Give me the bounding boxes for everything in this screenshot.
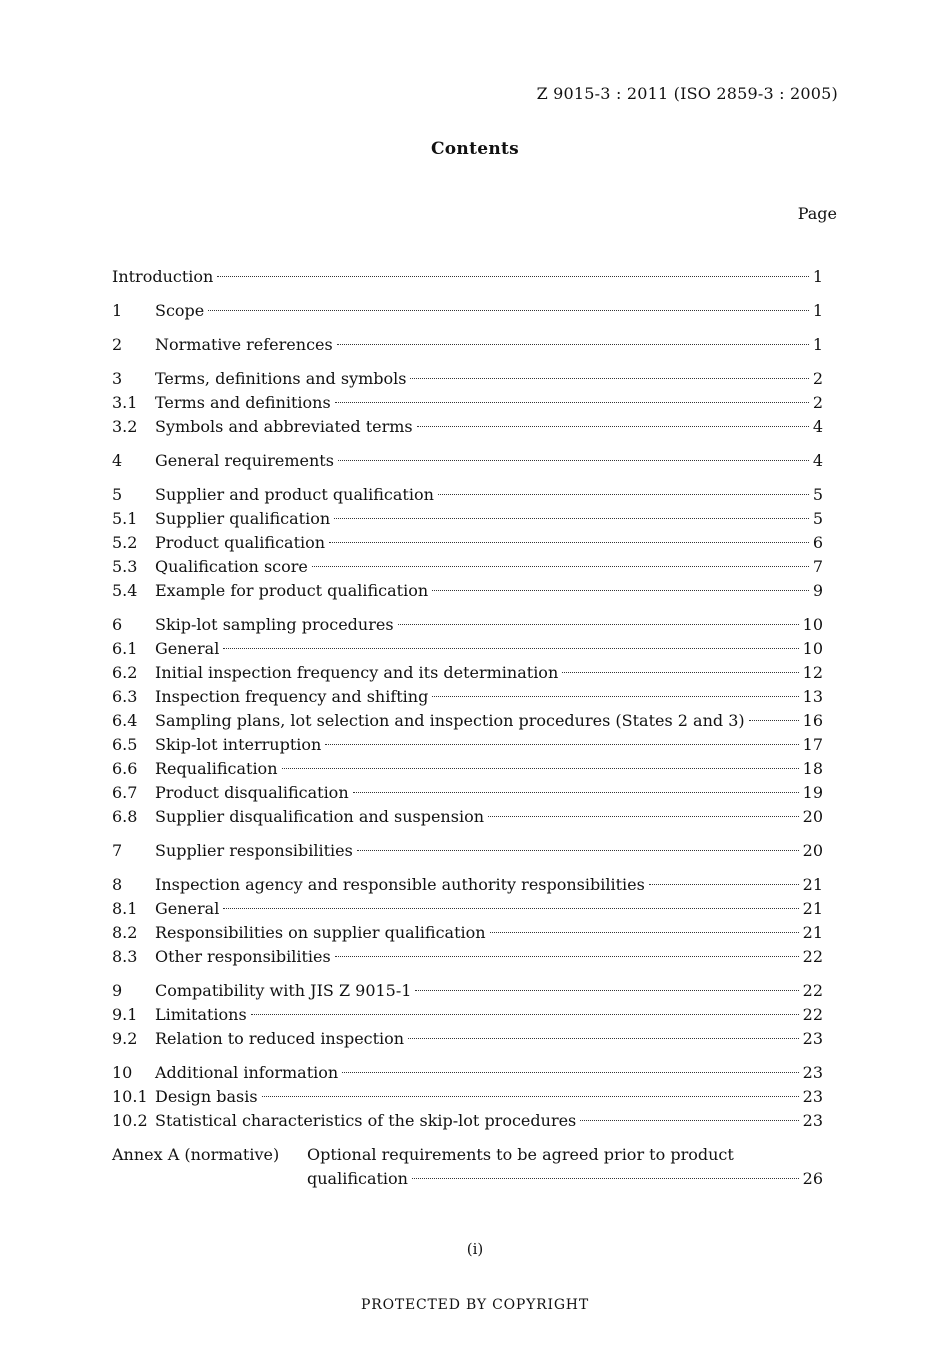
toc-entry-title: Terms and definitions xyxy=(155,393,331,412)
toc-entry-number: 6.6 xyxy=(112,759,138,778)
dot-leader xyxy=(334,518,809,519)
toc-entry[interactable] xyxy=(112,415,823,439)
dot-leader xyxy=(412,1178,799,1179)
toc-entry[interactable] xyxy=(112,709,823,733)
page-number: (i) xyxy=(466,1240,484,1258)
toc-group xyxy=(112,1061,823,1133)
dot-leader xyxy=(325,744,798,745)
dot-leader xyxy=(342,1072,798,1073)
toc-entry-page: 7 xyxy=(812,557,823,576)
toc-entry-title: Supplier and product qualification xyxy=(155,485,434,504)
toc-entry-title: Example for product qualification xyxy=(155,581,429,600)
dot-leader xyxy=(223,648,798,649)
annex-body xyxy=(307,1143,823,1191)
toc-entry[interactable] xyxy=(112,921,823,945)
toc-entry-title: Skip-lot interruption xyxy=(155,735,322,754)
toc-entry-number: 9 xyxy=(112,981,123,1000)
toc-entry[interactable] xyxy=(112,531,823,555)
dot-leader xyxy=(335,956,799,957)
toc-entry-number: 8.1 xyxy=(112,899,138,918)
dot-leader xyxy=(488,816,799,817)
annex-title-line2-row xyxy=(307,1167,823,1191)
toc-group xyxy=(112,979,823,1051)
toc-annex-entry[interactable] xyxy=(112,1143,823,1191)
toc-entry-title: General requirements xyxy=(155,451,334,470)
page-title: Contents xyxy=(430,139,520,159)
toc-entry-number: 6.2 xyxy=(112,663,138,682)
toc-entry[interactable] xyxy=(112,1003,823,1027)
toc-entry-title: Product disqualification xyxy=(155,783,349,802)
toc-entry[interactable] xyxy=(112,637,823,661)
toc-entry-number: 5.2 xyxy=(112,533,138,552)
toc-entry-number: 6.3 xyxy=(112,687,138,706)
toc-entry-page: 4 xyxy=(812,417,823,436)
toc-entry[interactable] xyxy=(112,661,823,685)
toc-entry[interactable] xyxy=(112,507,823,531)
dot-leader xyxy=(432,590,809,591)
toc-entry-number: 5.4 xyxy=(112,581,138,600)
annex-label: Annex A (normative) xyxy=(112,1145,280,1164)
toc-entry-number: 1 xyxy=(112,301,123,320)
toc-entry-page: 5 xyxy=(812,485,823,504)
toc-entry-number: 5.3 xyxy=(112,557,138,576)
toc-entry-number: 10.1 xyxy=(112,1087,148,1106)
toc-entry-page: 23 xyxy=(802,1029,823,1048)
toc-entry[interactable] xyxy=(112,733,823,757)
toc-entry-number: 3 xyxy=(112,369,123,388)
toc-entry-number: 6.4 xyxy=(112,711,138,730)
toc-entry[interactable] xyxy=(112,367,823,391)
toc-entry[interactable] xyxy=(112,555,823,579)
toc-entry-page: 23 xyxy=(802,1111,823,1130)
toc-entry-number: 3.2 xyxy=(112,417,138,436)
toc-entry-number: 8.3 xyxy=(112,947,138,966)
toc-entry-page: 19 xyxy=(802,783,823,802)
toc-entry-title: Skip-lot sampling procedures xyxy=(155,615,394,634)
toc-entry-number: 8.2 xyxy=(112,923,138,942)
toc-entry[interactable] xyxy=(112,685,823,709)
toc-entry[interactable] xyxy=(112,391,823,415)
toc-entry[interactable] xyxy=(112,265,823,289)
toc-entry[interactable] xyxy=(112,979,823,1003)
toc-entry-page: 18 xyxy=(802,759,823,778)
dot-leader xyxy=(282,768,799,769)
toc-entry-title: Qualification score xyxy=(155,557,308,576)
annex-title-line2: qualification xyxy=(307,1169,408,1188)
dot-leader xyxy=(649,884,799,885)
toc-entry-page: 6 xyxy=(812,533,823,552)
toc-entry-number: 4 xyxy=(112,451,123,470)
toc-entry-page: 1 xyxy=(812,301,823,320)
toc-entry-title: Supplier qualification xyxy=(155,509,331,528)
toc-group xyxy=(112,873,823,969)
dot-leader xyxy=(353,792,799,793)
toc-entry-page: 21 xyxy=(802,899,823,918)
toc-entry-number: 6.8 xyxy=(112,807,138,826)
toc-group xyxy=(112,265,823,289)
toc-entry-title: Terms, definitions and symbols xyxy=(155,369,407,388)
dot-leader xyxy=(408,1038,799,1039)
toc-entry-number: 8 xyxy=(112,875,123,894)
toc-entry[interactable] xyxy=(112,483,823,507)
toc-group xyxy=(112,449,823,473)
toc-entry-number: 9.1 xyxy=(112,1005,138,1024)
page-column-label: Page xyxy=(797,204,837,223)
toc-entry-title: Inspection frequency and shifting xyxy=(155,687,429,706)
dot-leader xyxy=(329,542,809,543)
toc-entry-title: Introduction xyxy=(112,267,214,286)
toc-entry-page: 12 xyxy=(802,663,823,682)
dot-leader xyxy=(251,1014,799,1015)
toc-group xyxy=(112,483,823,603)
toc-entry-title: General xyxy=(155,899,220,918)
annex-page: 26 xyxy=(802,1169,823,1188)
dot-leader xyxy=(262,1096,799,1097)
dot-leader xyxy=(562,672,798,673)
toc-entry-page: 1 xyxy=(812,335,823,354)
toc-entry-page: 2 xyxy=(812,369,823,388)
toc-entry-page: 20 xyxy=(802,807,823,826)
toc-entry-title: Additional information xyxy=(155,1063,339,1082)
copyright-notice: PROTECTED BY COPYRIGHT xyxy=(361,1297,589,1313)
toc-entry[interactable] xyxy=(112,1061,823,1085)
toc-entry-title: Inspection agency and responsible authority responsibilities xyxy=(155,875,645,894)
toc-entry-title: Limitations xyxy=(155,1005,247,1024)
toc-entry-title: Symbols and abbreviated terms xyxy=(155,417,413,436)
toc-entry-number: 2 xyxy=(112,335,123,354)
toc-entry[interactable] xyxy=(112,1027,823,1051)
toc-entry-title: Responsibilities on supplier qualification xyxy=(155,923,486,942)
toc-entry-title: Supplier responsibilities xyxy=(155,841,353,860)
toc-entry-page: 22 xyxy=(802,1005,823,1024)
dot-leader xyxy=(749,720,799,721)
toc-entry-page: 1 xyxy=(812,267,823,286)
toc-entry-title: Compatibility with JIS Z 9015-1 xyxy=(155,981,412,1000)
dot-leader xyxy=(208,310,809,311)
table-of-contents xyxy=(112,265,823,1191)
toc-entry[interactable] xyxy=(112,945,823,969)
toc-entry-title: Supplier disqualification and suspension xyxy=(155,807,484,826)
dot-leader xyxy=(417,426,809,427)
toc-entry-number: 3.1 xyxy=(112,393,138,412)
dot-leader xyxy=(223,908,798,909)
toc-entry[interactable] xyxy=(112,449,823,473)
toc-entry[interactable] xyxy=(112,781,823,805)
toc-entry-page: 22 xyxy=(802,947,823,966)
toc-entry-page: 20 xyxy=(802,841,823,860)
toc-entry-number: 6.7 xyxy=(112,783,138,802)
dot-leader xyxy=(580,1120,798,1121)
document-header: Z 9015-3 : 2011 (ISO 2859-3 : 2005) xyxy=(536,84,838,103)
toc-entry-number: 6.5 xyxy=(112,735,138,754)
toc-entry[interactable] xyxy=(112,1109,823,1133)
dot-leader xyxy=(410,378,808,379)
toc-entry-page: 21 xyxy=(802,875,823,894)
toc-entry[interactable] xyxy=(112,299,823,323)
dot-leader xyxy=(438,494,809,495)
toc-entry-number: 5.1 xyxy=(112,509,138,528)
toc-entry[interactable] xyxy=(112,333,823,357)
toc-entry-title: Sampling plans, lot selection and inspection procedures (States 2 and 3) xyxy=(155,711,745,730)
toc-entry-page: 17 xyxy=(802,735,823,754)
toc-entry-title: Scope xyxy=(155,301,205,320)
toc-entry[interactable] xyxy=(112,1085,823,1109)
toc-entry[interactable] xyxy=(112,897,823,921)
dot-leader xyxy=(217,276,808,277)
toc-entry-number: 10 xyxy=(112,1063,133,1082)
dot-leader xyxy=(335,402,809,403)
toc-entry-page: 22 xyxy=(802,981,823,1000)
toc-entry-page: 5 xyxy=(812,509,823,528)
toc-entry-page: 10 xyxy=(802,639,823,658)
dot-leader xyxy=(432,696,798,697)
dot-leader xyxy=(490,932,799,933)
toc-entry-page: 23 xyxy=(802,1087,823,1106)
toc-entry[interactable] xyxy=(112,839,823,863)
toc-entry-page: 10 xyxy=(802,615,823,634)
toc-entry-title: Relation to reduced inspection xyxy=(155,1029,405,1048)
toc-entry-page: 13 xyxy=(802,687,823,706)
toc-entry[interactable] xyxy=(112,805,823,829)
dot-leader xyxy=(357,850,799,851)
toc-entry[interactable] xyxy=(112,757,823,781)
toc-entry-page: 4 xyxy=(812,451,823,470)
toc-entry-title: Product qualification xyxy=(155,533,326,552)
toc-entry-page: 16 xyxy=(802,711,823,730)
toc-entry-number: 7 xyxy=(112,841,123,860)
toc-entry-title: Design basis xyxy=(155,1087,258,1106)
toc-entry-page: 21 xyxy=(802,923,823,942)
toc-entry-title: Normative references xyxy=(155,335,333,354)
toc-entry-number: 5 xyxy=(112,485,123,504)
toc-entry[interactable] xyxy=(112,613,823,637)
toc-entry-number: 10.2 xyxy=(112,1111,148,1130)
dot-leader xyxy=(312,566,809,567)
toc-entry-number: 6.1 xyxy=(112,639,138,658)
toc-entry-number: 9.2 xyxy=(112,1029,138,1048)
toc-entry-page: 23 xyxy=(802,1063,823,1082)
toc-entry-title: Other responsibilities xyxy=(155,947,331,966)
annex-title-line1: Optional requirements to be agreed prior to product xyxy=(307,1145,734,1164)
toc-group xyxy=(112,299,823,323)
toc-entry[interactable] xyxy=(112,873,823,897)
dot-leader xyxy=(398,624,799,625)
toc-entry-page: 2 xyxy=(812,393,823,412)
toc-group xyxy=(112,367,823,439)
toc-entry-number: 6 xyxy=(112,615,123,634)
toc-group xyxy=(112,613,823,829)
toc-group xyxy=(112,839,823,863)
dot-leader xyxy=(338,460,809,461)
toc-entry-title: Requalification xyxy=(155,759,278,778)
toc-entry-title: Initial inspection frequency and its determination xyxy=(155,663,559,682)
toc-entry-title: General xyxy=(155,639,220,658)
dot-leader xyxy=(337,344,809,345)
toc-group xyxy=(112,333,823,357)
toc-entry-page: 9 xyxy=(812,581,823,600)
dot-leader xyxy=(415,990,798,991)
toc-entry-title: Statistical characteristics of the skip-lot procedures xyxy=(155,1111,577,1130)
toc-entry[interactable] xyxy=(112,579,823,603)
